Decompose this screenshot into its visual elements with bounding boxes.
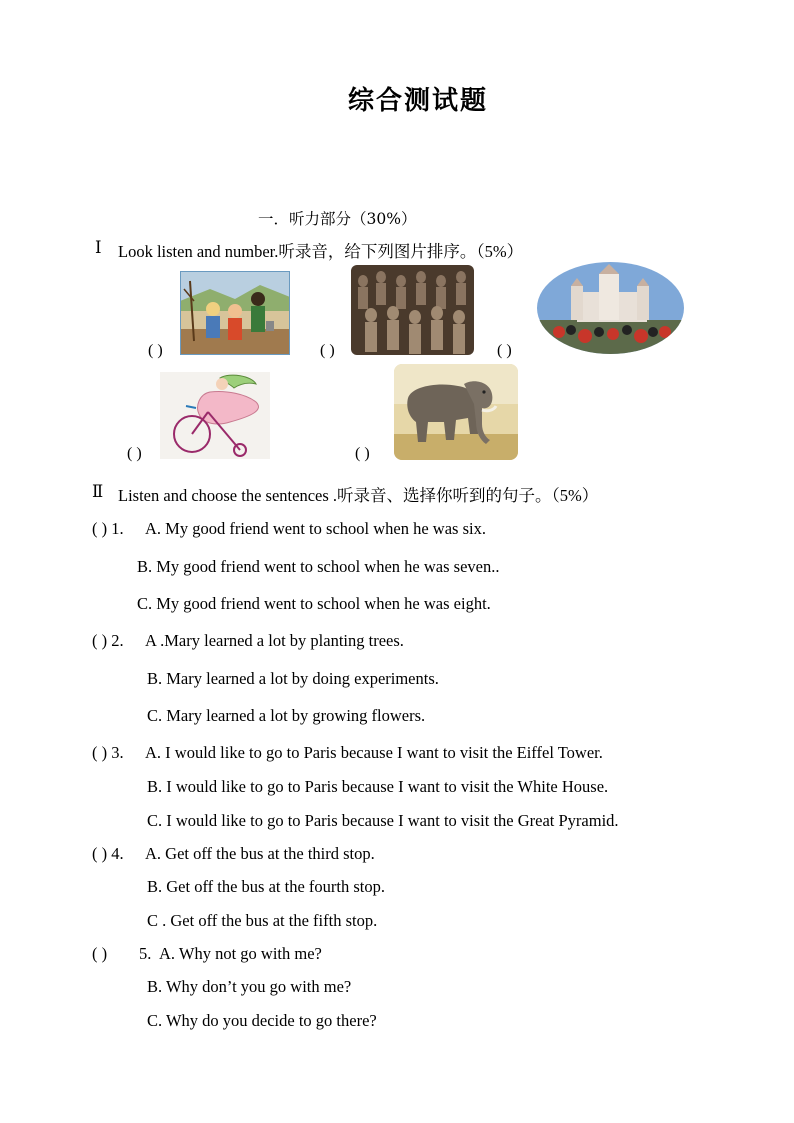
question-3-option-b: B. I would like to go to Paris because I want to visit the White House. xyxy=(147,777,609,796)
question-4-option-b: B. Get off the bus at the fourth stop. xyxy=(147,877,385,896)
question-5-label[interactable]: ( ) xyxy=(92,944,108,963)
question-2-label[interactable]: ( ) 2. xyxy=(92,631,124,650)
part2-instruction: Listen and choose the sentences .听录音、选择你听到的句子。（5%） xyxy=(118,486,599,505)
question-5-number: 5. xyxy=(139,944,152,963)
castle-theme-park-image xyxy=(537,262,684,354)
girl-on-bicycle-image xyxy=(160,372,270,459)
question-3-option-a: A. I would like to go to Paris because I want to visit the Eiffel Tower. xyxy=(145,743,603,762)
question-1-option-a: A. My good friend went to school when he was six. xyxy=(145,519,486,538)
question-1-option-c: C. My good friend went to school when he was eight. xyxy=(137,594,491,613)
question-3-label[interactable]: ( ) 3. xyxy=(92,743,124,762)
answer-blank-2[interactable]: ( ) xyxy=(320,342,335,359)
page-title: 综合测试题 xyxy=(347,86,488,116)
question-2-option-b: B. Mary learned a lot by doing experiments. xyxy=(147,669,439,688)
question-5-option-a: A. Why not go with me? xyxy=(159,944,322,963)
question-4-option-c: C . Get off the bus at the fifth stop. xyxy=(147,911,378,930)
section-heading: 一．听力部分（30%） xyxy=(258,210,417,228)
question-2-option-a: A .Mary learned a lot by planting trees. xyxy=(145,631,404,650)
terracotta-warriors-image xyxy=(351,265,474,355)
question-5-option-b: B. Why don’t you go with me? xyxy=(147,977,352,996)
part1-numeral: Ⅰ xyxy=(95,238,102,257)
question-3-option-c: C. I would like to go to Paris because I want to visit the Great Pyramid. xyxy=(147,811,619,830)
answer-blank-3[interactable]: ( ) xyxy=(497,342,512,359)
answer-blank-5[interactable]: ( ) xyxy=(355,445,370,462)
part1-instruction: Look listen and number.听录音，给下列图片排序。（5%） xyxy=(118,242,524,261)
children-planting-tree-image xyxy=(180,271,290,355)
part2-numeral: Ⅱ xyxy=(92,482,104,501)
question-2-option-c: C. Mary learned a lot by growing flowers. xyxy=(147,706,426,725)
question-4-label[interactable]: ( ) 4. xyxy=(92,844,124,863)
question-1-option-b: B. My good friend went to school when he was seven.. xyxy=(137,557,500,576)
question-1-label[interactable]: ( ) 1. xyxy=(92,519,124,538)
answer-blank-4[interactable]: ( ) xyxy=(127,445,142,462)
question-5-option-c: C. Why do you decide to go there? xyxy=(147,1011,377,1030)
elephant-image xyxy=(394,364,518,460)
question-4-option-a: A. Get off the bus at the third stop. xyxy=(145,844,375,863)
answer-blank-1[interactable]: ( ) xyxy=(148,342,163,359)
